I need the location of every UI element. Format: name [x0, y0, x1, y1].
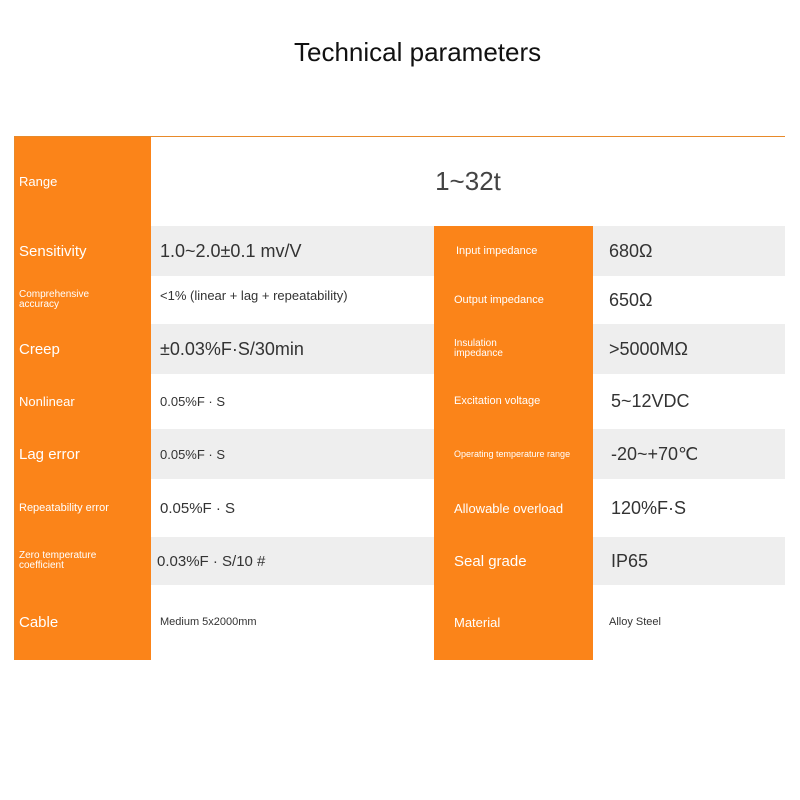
label-nonlinear: Nonlinear	[15, 374, 151, 429]
value-range: 1~32t	[151, 137, 785, 226]
label-repeatability-error: Repeatability error	[15, 479, 151, 537]
value-allowable-overload: 120%F·S	[593, 479, 785, 537]
label-material: Material	[434, 585, 593, 660]
value-nonlinear: 0.05%F · S	[151, 374, 434, 429]
value-insulation-impedance: >5000MΩ	[593, 324, 785, 374]
label-insulation-impedance: Insulation impedance	[434, 324, 593, 374]
value-excitation-voltage: 5~12VDC	[593, 374, 785, 429]
value-output-impedance: 650Ω	[593, 276, 785, 324]
value-input-impedance: 680Ω	[593, 226, 785, 276]
value-operating-temperature-range: -20~+70℃	[593, 429, 785, 479]
value-lag-error: 0.05%F · S	[151, 429, 434, 479]
value-comprehensive-accuracy: <1% (linear + lag + repeatability)	[151, 276, 434, 324]
page-title: Technical parameters	[294, 37, 542, 67]
value-zero-temperature-coefficient: 0.03%F · S/10 #	[151, 537, 434, 585]
label-creep: Creep	[15, 324, 151, 374]
value-material: Alloy Steel	[593, 585, 785, 660]
label-allowable-overload: Allowable overload	[434, 479, 593, 537]
label-comprehensive-accuracy: Comprehensive accuracy	[15, 276, 151, 324]
value-seal-grade: IP65	[593, 537, 785, 585]
label-seal-grade: Seal grade	[434, 537, 593, 585]
label-range: Range	[15, 137, 151, 226]
parameters-table	[14, 136, 785, 660]
value-cable: Medium 5x2000mm	[151, 585, 434, 660]
label-input-impedance: Input impedance	[434, 226, 593, 276]
value-repeatability-error: 0.05%F · S	[151, 479, 434, 537]
label-cable: Cable	[15, 585, 151, 660]
label-output-impedance: Output impedance	[434, 276, 593, 324]
value-creep: ±0.03%F·S/30min	[151, 324, 434, 374]
label-excitation-voltage: Excitation voltage	[434, 374, 593, 429]
value-sensitivity: 1.0~2.0±0.1 mv/V	[151, 226, 434, 276]
label-zero-temperature-coefficient: Zero temperature coefficient	[15, 537, 151, 585]
label-operating-temperature-range: Operating temperature range	[434, 429, 593, 479]
label-lag-error: Lag error	[15, 429, 151, 479]
label-sensitivity: Sensitivity	[15, 226, 151, 276]
